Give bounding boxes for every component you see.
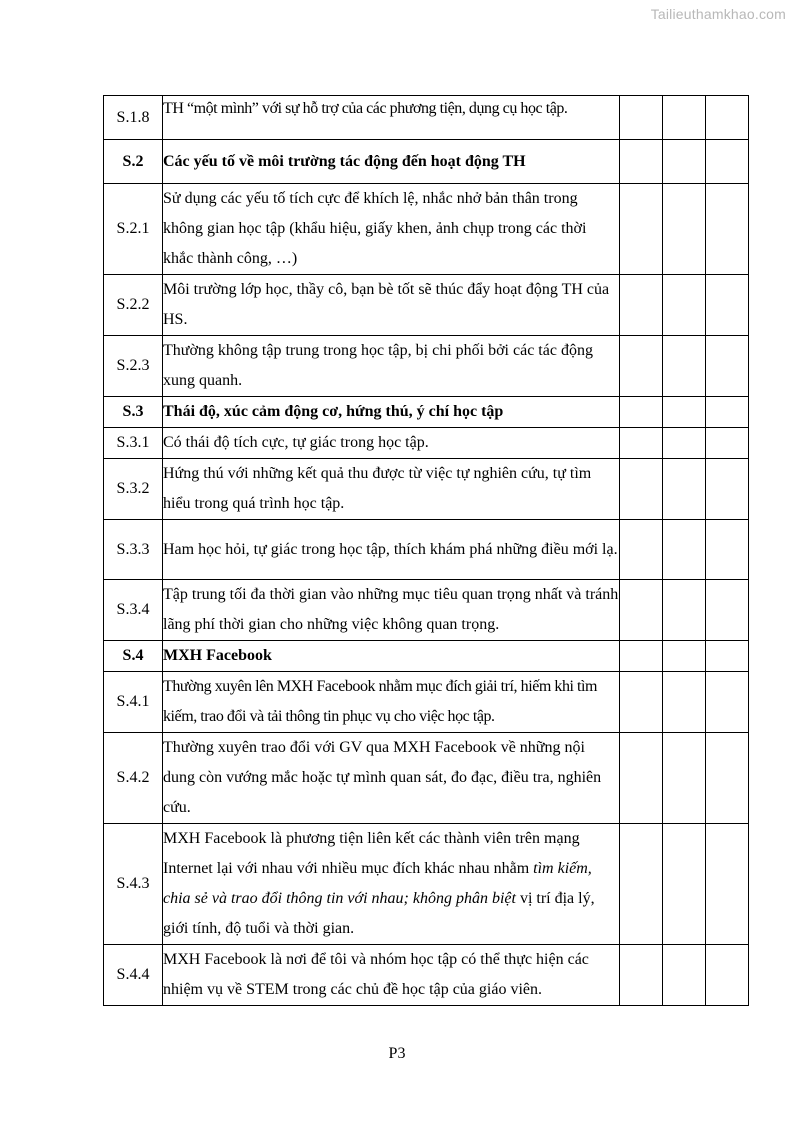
rating-cell <box>663 733 706 824</box>
item-text: Sử dụng các yếu tố tích cực để khích lệ, nhắc nhở bản thân trong không gian học tập (khẩu hiệu, giấy khen, ảnh chụp trong các thời khắc thành công, …) <box>163 184 620 275</box>
rating-cell <box>706 641 749 672</box>
survey-table <box>103 95 749 1006</box>
rating-cell <box>706 520 749 580</box>
rating-cell <box>706 336 749 397</box>
item-code: S.4.3 <box>104 824 163 945</box>
rating-cell <box>620 733 663 824</box>
rating-cell <box>706 672 749 733</box>
item-text: Có thái độ tích cực, tự giác trong học tập. <box>163 428 620 459</box>
item-text: Môi trường lớp học, thầy cô, bạn bè tốt sẽ thúc đẩy hoạt động TH của HS. <box>163 275 620 336</box>
item-code: S.4.2 <box>104 733 163 824</box>
rating-cell <box>663 275 706 336</box>
rating-cell <box>620 824 663 945</box>
rating-cell <box>663 336 706 397</box>
rating-cell <box>620 275 663 336</box>
rating-cell <box>706 824 749 945</box>
rating-cell <box>620 397 663 428</box>
section-row <box>104 140 749 184</box>
item-text: Hứng thú với những kết quả thu được từ việc tự nghiên cứu, tự tìm hiểu trong quá trình học tập. <box>163 459 620 520</box>
rating-cell <box>620 336 663 397</box>
item-code: S.1.8 <box>104 96 163 140</box>
rating-cell <box>663 520 706 580</box>
item-text: Tập trung tối đa thời gian vào những mục tiêu quan trọng nhất và tránh lãng phí thời gian cho những việc không quan trọng. <box>163 580 620 641</box>
section-title: MXH Facebook <box>163 641 620 672</box>
rating-cell <box>620 140 663 184</box>
section-code: S.3 <box>104 397 163 428</box>
rating-cell <box>620 428 663 459</box>
rating-cell <box>663 641 706 672</box>
page-number: P3 <box>388 1045 406 1062</box>
rating-cell <box>663 672 706 733</box>
rating-cell <box>706 140 749 184</box>
rating-cell <box>663 459 706 520</box>
item-code: S.2.1 <box>104 184 163 275</box>
table-row <box>104 824 749 945</box>
section-row <box>104 641 749 672</box>
item-text-rich <box>163 824 620 945</box>
rating-cell <box>706 945 749 1006</box>
rating-cell <box>620 459 663 520</box>
item-text-plain-end: vị trí địa lý, giới tính, độ tuổi và thời gian. <box>163 890 595 937</box>
watermark: Tailieuthamkhao.com <box>650 6 786 22</box>
section-code: S.4 <box>104 641 163 672</box>
item-text: Ham học hỏi, tự giác trong học tập, thích khám phá những điều mới lạ. <box>163 520 620 580</box>
item-code: S.3.3 <box>104 520 163 580</box>
section-title: Các yếu tố về môi trường tác động đến hoạt động TH <box>163 140 620 184</box>
rating-cell <box>620 945 663 1006</box>
rating-cell <box>663 140 706 184</box>
section-row <box>104 397 749 428</box>
rating-cell <box>663 824 706 945</box>
rating-cell <box>706 580 749 641</box>
item-code: S.2.2 <box>104 275 163 336</box>
table-row <box>104 520 749 580</box>
table-row <box>104 459 749 520</box>
rating-cell <box>663 184 706 275</box>
item-code: S.2.3 <box>104 336 163 397</box>
rating-cell <box>663 96 706 140</box>
item-code: S.3.2 <box>104 459 163 520</box>
item-text: Thường không tập trung trong học tập, bị chi phối bởi các tác động xung quanh. <box>163 336 620 397</box>
table-row <box>104 945 749 1006</box>
item-code: S.4.1 <box>104 672 163 733</box>
rating-cell <box>706 275 749 336</box>
item-text-italic: tìm kiếm, chia sẻ và trao đổi thông tin với nhau; không phân biệt <box>163 860 592 907</box>
rating-cell <box>663 945 706 1006</box>
rating-cell <box>663 580 706 641</box>
table-row <box>104 733 749 824</box>
rating-cell <box>620 520 663 580</box>
item-text: TH “một mình” với sự hỗ trợ của các phương tiện, dụng cụ học tập. <box>163 96 620 140</box>
rating-cell <box>620 96 663 140</box>
rating-cell <box>706 397 749 428</box>
item-code: S.3.4 <box>104 580 163 641</box>
rating-cell <box>706 733 749 824</box>
item-code: S.3.1 <box>104 428 163 459</box>
section-code: S.2 <box>104 140 163 184</box>
table-row <box>104 428 749 459</box>
table-row <box>104 96 749 140</box>
rating-cell <box>706 96 749 140</box>
item-code: S.4.4 <box>104 945 163 1006</box>
table-row <box>104 336 749 397</box>
item-text: Thường xuyên lên MXH Facebook nhằm mục đích giải trí, hiếm khi tìm kiếm, trao đổi và tải thông tin phục vụ cho việc học tập. <box>163 672 620 733</box>
rating-cell <box>620 672 663 733</box>
table-row <box>104 184 749 275</box>
rating-cell <box>620 641 663 672</box>
item-text-plain: MXH Facebook là phương tiện liên kết các thành viên trên mạng Internet lại với nhau với nhiều mục đích khác nhau nhằm <box>163 830 580 877</box>
table-row <box>104 672 749 733</box>
item-text: Thường xuyên trao đổi với GV qua MXH Facebook về những nội dung còn vướng mắc hoặc tự mình quan sát, đo đạc, điều tra, nghiên cứu. <box>163 733 620 824</box>
rating-cell <box>706 428 749 459</box>
rating-cell <box>620 580 663 641</box>
rating-cell <box>663 397 706 428</box>
rating-cell <box>706 459 749 520</box>
table-row <box>104 580 749 641</box>
rating-cell <box>663 428 706 459</box>
table-row <box>104 275 749 336</box>
rating-cell <box>620 184 663 275</box>
section-title: Thái độ, xúc cảm động cơ, hứng thú, ý chí học tập <box>163 397 620 428</box>
rating-cell <box>706 184 749 275</box>
item-text: MXH Facebook là nơi để tôi và nhóm học tập có thể thực hiện các nhiệm vụ về STEM trong các chủ đề học tập của giáo viên. <box>163 945 620 1006</box>
